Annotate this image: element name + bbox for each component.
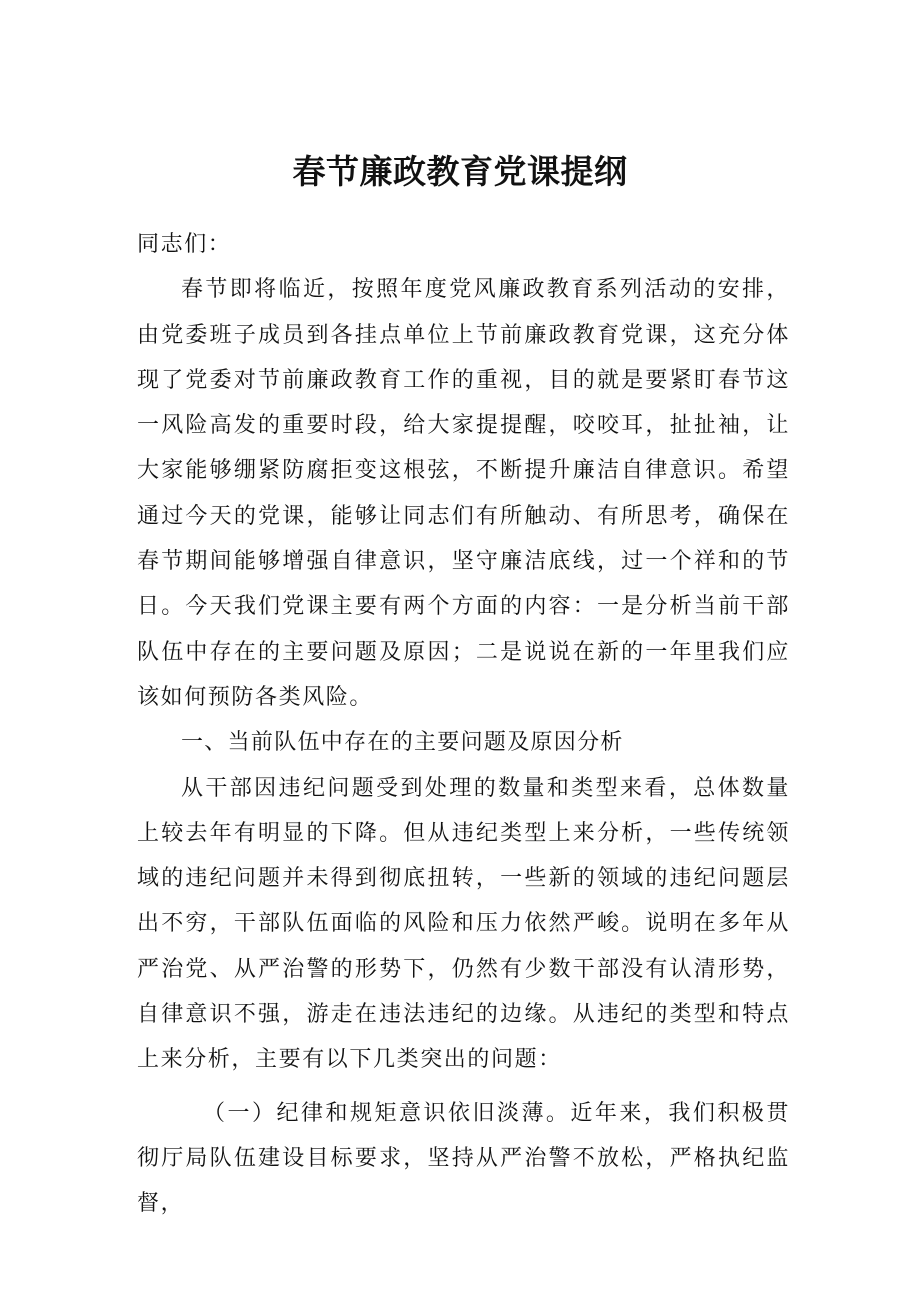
document-body <box>137 222 790 1227</box>
section-paragraph: 从干部因违纪问题受到处理的数量和类型来看，总体数量上较去年有明显的下降。但从违纪类型上来分析，一些传统领域的违纪问题并未得到彻底扭转，一些新的领域的违纪问题层出不穷，干部队伍面临的风险和压力依然严峻。说明在多年从严治党、从严治警的形势下，仍然有少数干部没有认清形势，自律意识不强，游走在违法违纪的边缘。从违纪的类型和特点上来分析，主要有以下几类突出的问题： <box>137 775 790 1073</box>
subsection-paragraph: （一）纪律和规矩意识依旧淡薄。近年来，我们积极贯彻厅局队伍建设目标要求，坚持从严治警不放松，严格执纪监督， <box>137 1100 790 1217</box>
intro-paragraph: 春节即将临近，按照年度党风廉政教育系列活动的安排，由党委班子成员到各挂点单位上节前廉政教育党课，这充分体现了党委对节前廉政教育工作的重视，目的就是要紧盯春节这一风险高发的重要时段，给大家提提醒，咬咬耳，扯扯袖，让大家能够绷紧防腐拒变这根弦，不断提升廉洁自律意识。希望通过今天的党课，能够让同志们有所触动、有所思考，确保在春节期间能够增强自律意识，坚守廉洁底线，过一个祥和的节日。今天我们党课主要有两个方面的内容：一是分析当前干部队伍中存在的主要问题及原因；二是说说在新的一年里我们应该如何预防各类风险。 <box>137 277 790 710</box>
document-title: 春节廉政教育党课提纲 <box>292 152 628 192</box>
salutation: 同志们： <box>137 232 232 257</box>
section-heading: 一、当前队伍中存在的主要问题及原因分析 <box>181 730 624 756</box>
